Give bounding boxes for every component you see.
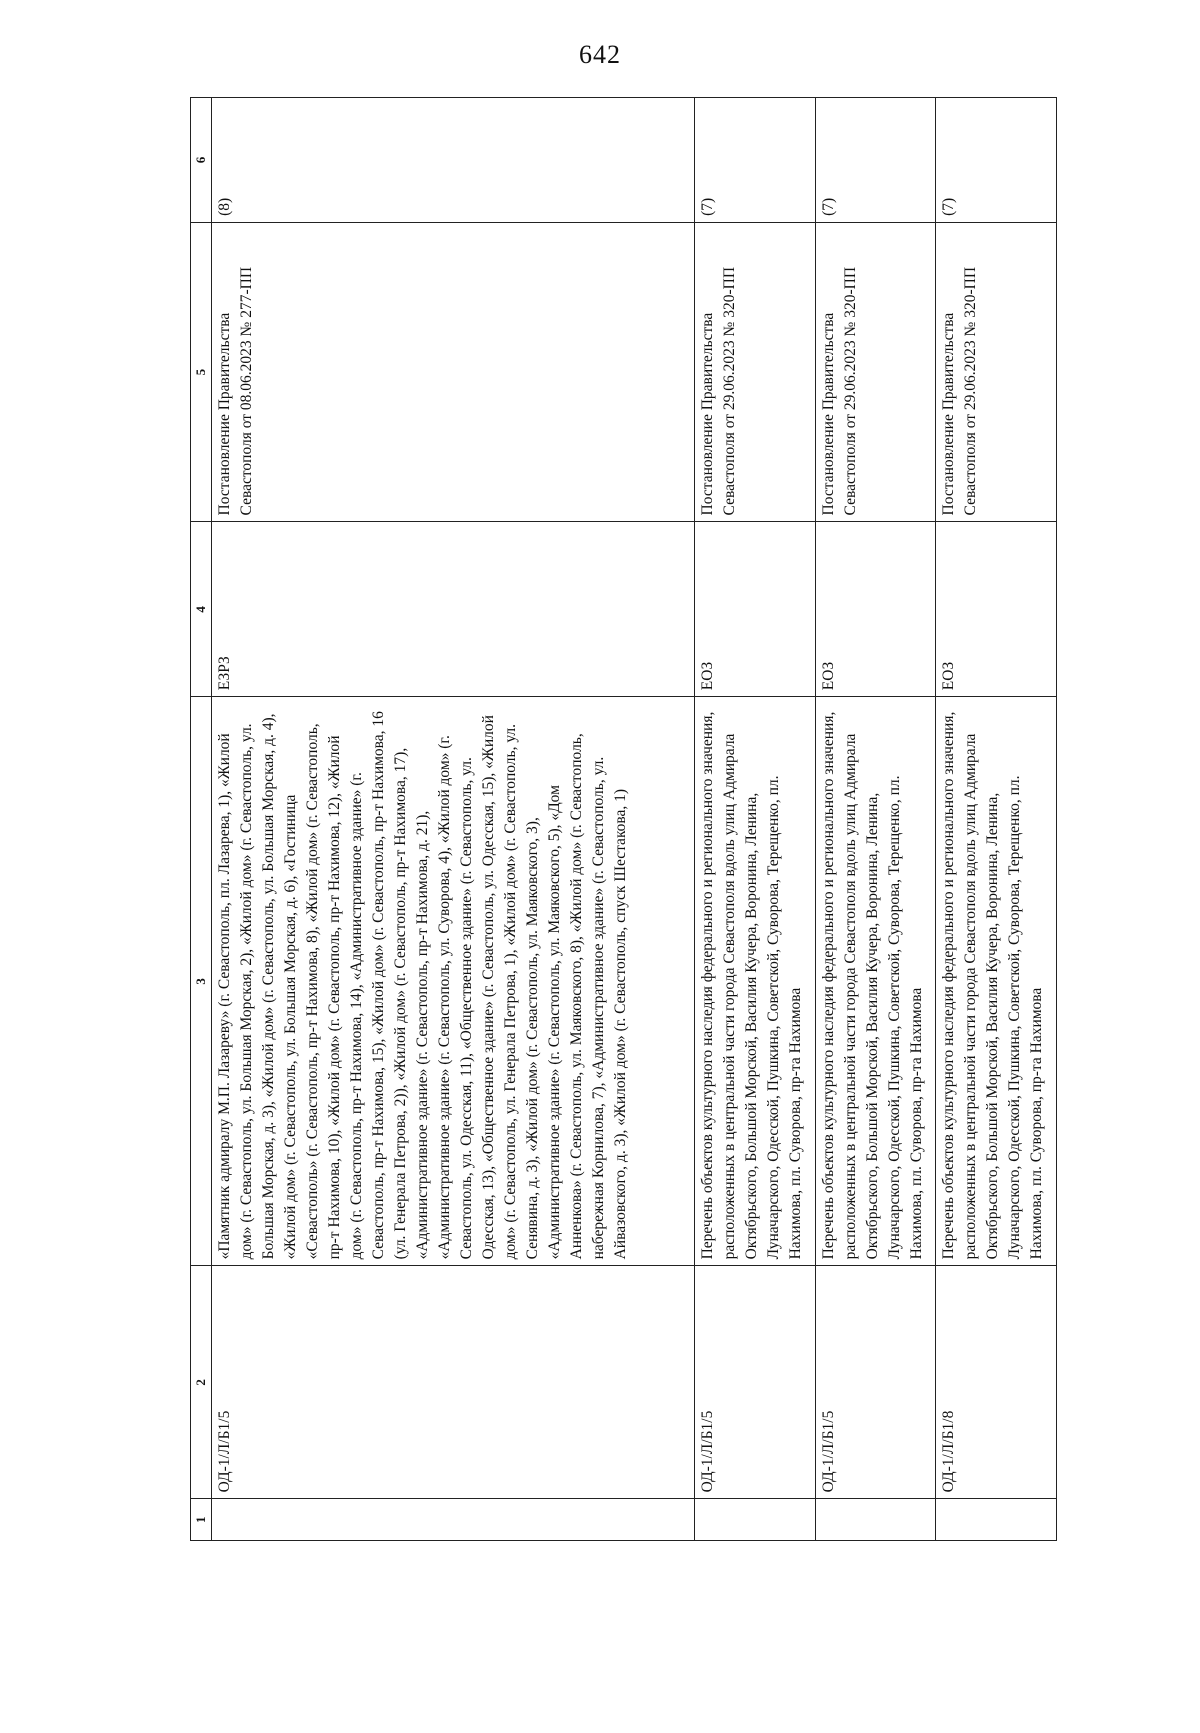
row-number-cell [936, 1499, 1057, 1541]
protection-zone-cell: ЕЗРЗ [212, 522, 695, 697]
zoning-table [190, 97, 1057, 1541]
document-cell: Постановление Правительства Севастополя от 08.06.2023 № 277-ПП [212, 222, 695, 522]
table-row [212, 98, 695, 1541]
protection-zone-cell: ЕОЗ [815, 522, 936, 697]
protection-zone-cell: ЕОЗ [694, 522, 815, 697]
rotated-table-frame [190, 97, 1057, 1541]
protection-zone-cell: ЕОЗ [936, 522, 1057, 697]
document-cell: Постановление Правительства Севастополя от 29.06.2023 № 320-ПП [936, 222, 1057, 522]
objects-list-cell: Перечень объектов культурного наследия федерального и регионального значения, расположенных в центральной части города Севастополя вдоль улиц Адмирала Октябрьского, Большой Морской, Василия Кучера, Воронина, Ленина, Луначарского, Одесской, Пушкина, Советской, Суворова, Терещенко, пл. Нахимова, пл. Суворова, пр-та Нахимова [694, 697, 815, 1266]
note-cell: (7) [936, 98, 1057, 223]
header-col-2: 2 [191, 1266, 212, 1499]
zone-code-cell: ОД-1/Л/Б1/8 [936, 1266, 1057, 1499]
page-number: 642 [579, 40, 621, 69]
note-cell: (7) [815, 98, 936, 223]
table-row [815, 98, 936, 1541]
row-number-cell [694, 1499, 815, 1541]
objects-list-cell: «Памятник адмиралу М.П. Лазареву» (г. Севастополь, пл. Лазарева, 1), «Жилой дом» (г. Севастополь, ул. Большая Морская, 2), «Жилой дом» (г. Севастополь, ул. Большая Морская, д. 3), «Жилой дом» (г. Севастополь, ул. Большая Морская, д. 4), «Жилой дом» (г. Севастополь, ул. Большая Морская, д. 6), «Гостиница «Севастополь» (г. Севастополь, пр-т Нахимова, 8), «Жилой дом» (г. Севастополь, пр-т Нахимова, 10), «Жилой дом» (г. Севастополь, пр-т Нахимова, 12), «Жилой дом» (г. Севастополь, пр-т Нахимова, 14), «Административное здание» (г. Севастополь, пр-т Нахимова, 15), «Жилой дом» (г. Севастополь, пр-т Нахимова, 16 (ул. Генерала Петрова, 2)), «Жилой дом» (г. Севастополь, пр-т Нахимова, 17), «Административное здание» (г. Севастополь, пр-т Нахимова, д. 21), «Административное здание» (г. Севастополь, ул. Суворова, 4), «Жилой дом» (г. Севастополь, ул. Одесская, 11), «Общественное здание» (г. Севастополь, ул. Одесская, 13), «Общественное здание» (г. Севастополь, ул. Одесская, 15), «Жилой дом» (г. Севастополь, ул. Генерала Петрова, 1), «Жилой дом» (г. Севастополь, ул. Сенявина, д. 3), «Жилой дом» (г. Севастополь, ул. Маяковского, 3), «Административное здание» (г. Севастополь, ул. Маяковского, 5), «Дом Анненкова» (г. Севастополь, ул. Маяковского, 8), «Жилой дом» (г. Севастополь, набережная Корнилова, 7), «Административное здание» (г. Севастополь, ул. Айвазовского, д. 3), «Жилой дом» (г. Севастополь, спуск Шестакова, 1) [212, 697, 695, 1266]
table-row [936, 98, 1057, 1541]
document-cell: Постановление Правительства Севастополя от 29.06.2023 № 320-ПП [694, 222, 815, 522]
header-col-1: 1 [191, 1499, 212, 1541]
row-number-cell [212, 1499, 695, 1541]
row-number-cell [815, 1499, 936, 1541]
objects-list-cell: Перечень объектов культурного наследия федерального и регионального значения, расположенных в центральной части города Севастополя вдоль улиц Адмирала Октябрьского, Большой Морской, Василия Кучера, Воронина, Ленина, Луначарского, Одесской, Пушкина, Советской, Суворова, Терещенко, пл. Нахимова, пл. Суворова, пр-та Нахимова [936, 697, 1057, 1266]
note-cell: (7) [694, 98, 815, 223]
header-row [191, 98, 212, 1541]
table-row [694, 98, 815, 1541]
note-cell: (8) [212, 98, 695, 223]
objects-list-cell: Перечень объектов культурного наследия федерального и регионального значения, расположенных в центральной части города Севастополя вдоль улиц Адмирала Октябрьского, Большой Морской, Василия Кучера, Воронина, Ленина, Луначарского, Одесской, Пушкина, Советской, Суворова, Терещенко, пл. Нахимова, пл. Суворова, пр-та Нахимова [815, 697, 936, 1266]
zone-code-cell: ОД-1/Л/Б1/5 [694, 1266, 815, 1499]
header-col-4: 4 [191, 522, 212, 697]
header-col-5: 5 [191, 222, 212, 522]
zone-code-cell: ОД-1/Л/Б1/5 [815, 1266, 936, 1499]
header-col-3: 3 [191, 697, 212, 1266]
zone-code-cell: ОД-1/Л/Б1/5 [212, 1266, 695, 1499]
document-cell: Постановление Правительства Севастополя от 29.06.2023 № 320-ПП [815, 222, 936, 522]
header-col-6: 6 [191, 98, 212, 223]
